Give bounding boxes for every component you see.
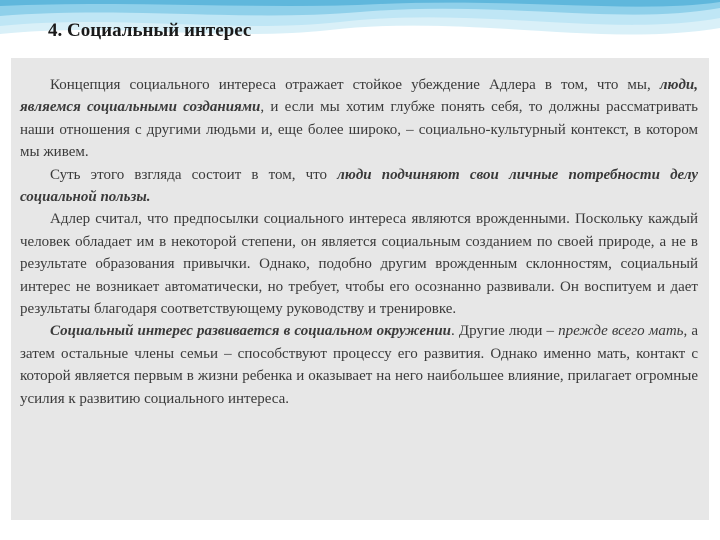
paragraph-1-text-b: , и если мы хотим глубже понять себя, то должны рассматривать наши отношения с другими людьми и, еще более широко, – социально-культурный контекст, в котором мы живем. bbox=[20, 99, 698, 161]
paragraph-4 bbox=[20, 320, 698, 410]
paragraph-4-emphasis: Социальный интерес развивается в социальном окружении bbox=[50, 323, 452, 340]
paragraph-4-text-b: , а затем остальные члены семьи – способствуют процессу его развития. Однако именно мать, контакт с которой является первым в жизни ребенка и оказывает на него наибольшее влияние, прилагает огромные усилия к развитию социального интереса. bbox=[20, 323, 698, 407]
paragraph-3: Адлер считал, что предпосылки социального интереса являются врожденными. Поскольку каждый человек обладает им в некоторой степени, он является социальным созданием по своей природе, а не в результате образования привычки. Однако, подобно другим врожденным склонностям, социальный интерес не возникает автоматически, но требует, чтобы его осознанно развивали. Он воспитуем и дает результаты благодаря соответствующему руководству и тренировке. bbox=[20, 211, 698, 318]
paragraph-2-emphasis: люди подчиняют свои личные потребности делу социальной пользы. bbox=[20, 166, 698, 206]
paragraph-4-text-a: . Другие люди – bbox=[451, 323, 559, 340]
slide-body bbox=[20, 74, 698, 410]
paragraph-2-text: Суть этого взгляда состоит в том, что bbox=[50, 166, 338, 183]
paragraph-1 bbox=[20, 74, 698, 164]
paragraph-2 bbox=[20, 164, 698, 209]
paragraph-1-emphasis: люди, являемся социальными созданиями bbox=[20, 77, 698, 116]
paragraph-1-text-a: Концепция социального интереса отражает стойкое убеждение Адлера в том, что мы, bbox=[50, 77, 660, 93]
slide-title: 4. Социальный интерес bbox=[48, 20, 252, 41]
paragraph-4-italic: прежде всего мать bbox=[558, 323, 684, 340]
